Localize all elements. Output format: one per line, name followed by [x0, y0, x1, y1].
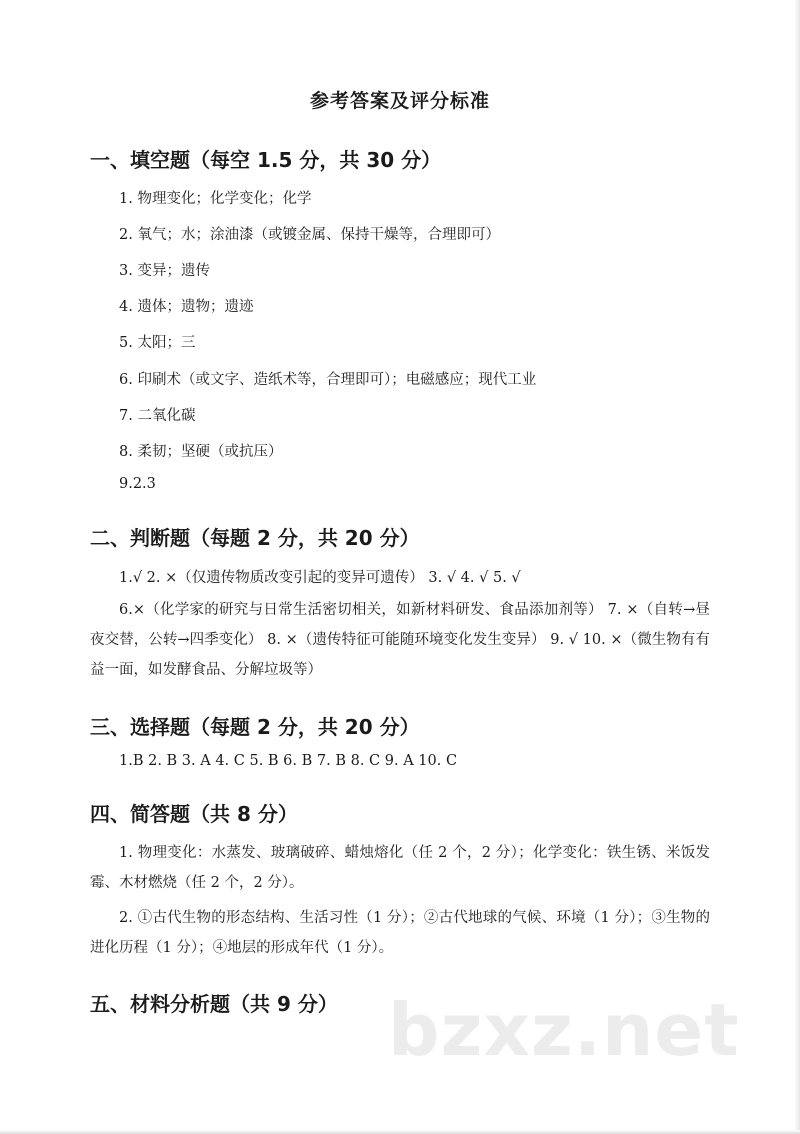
fill-in-answer-6: 6. 印刷术（或文字、造纸术等，合理即可）；电磁感应；现代工业: [119, 372, 537, 388]
true-false-answers-6-10: 6.×（化学家的研究与日常生活密切相关，如新材料研发、食品添加剂等） 7. ×（自转→昼夜交替，公转→四季变化） 8. ×（遗传特征可能随环境变化发生变异） 9. √ 10. ×（微生物有有益一面，如发酵食品、分解垃圾等）: [90, 602, 710, 678]
true-false-answers-1-5: 1.√ 2. ×（仅遗传物质改变引起的变异可遗传） 3. √ 4. √ 5. √: [119, 570, 521, 586]
page-bottom-shadow: [0, 1130, 800, 1134]
fill-in-answer-4: 4. 遗体；遗物；遗迹: [119, 299, 254, 315]
short-answer-2: 2. ①古代生物的形态结构、生活习性（1 分）；②古代地球的气候、环境（1 分）；③生物的进化历程（1 分）；④地层的形成年代（1 分）。: [90, 910, 710, 956]
fill-in-answer-2: 2. 氧气；水；涂油漆（或镀金属、保持干燥等，合理即可）: [119, 227, 500, 243]
section-heading-true-false: 二、判断题（每题 2 分，共 20 分）: [90, 526, 420, 550]
fill-in-answer-9: 9.2.3: [119, 476, 156, 492]
section-heading-multiple-choice: 三、选择题（每题 2 分，共 20 分）: [90, 715, 420, 739]
multiple-choice-answers: 1.B 2. B 3. A 4. C 5. B 6. B 7. B 8. C 9. A 10. C: [119, 753, 458, 769]
section-heading-fill-in: 一、填空题（每空 1.5 分，共 30 分）: [90, 148, 442, 172]
short-answer-1: 1. 物理变化：水蒸发、玻璃破碎、蜡烛熔化（任 2 个，2 分）；化学变化：铁生锈、米饭发霉、木材燃烧（任 2 个，2 分）。: [90, 845, 710, 891]
page-edge-shadow: [794, 0, 800, 1134]
fill-in-answer-1: 1. 物理变化；化学变化；化学: [119, 191, 312, 207]
section-heading-short-answer: 四、简答题（共 8 分）: [90, 802, 298, 826]
fill-in-answer-3: 3. 变异；遗传: [119, 263, 210, 279]
fill-in-answer-5: 5. 太阳；三: [119, 335, 196, 351]
watermark: bzxz.net: [388, 988, 740, 1072]
fill-in-answer-7: 7. 二氧化碳: [119, 408, 196, 424]
fill-in-answer-8: 8. 柔韧；坚硬（或抗压）: [119, 444, 283, 460]
page-title: 参考答案及评分标准: [309, 90, 490, 112]
section-heading-material-analysis: 五、材料分析题（共 9 分）: [90, 992, 338, 1016]
